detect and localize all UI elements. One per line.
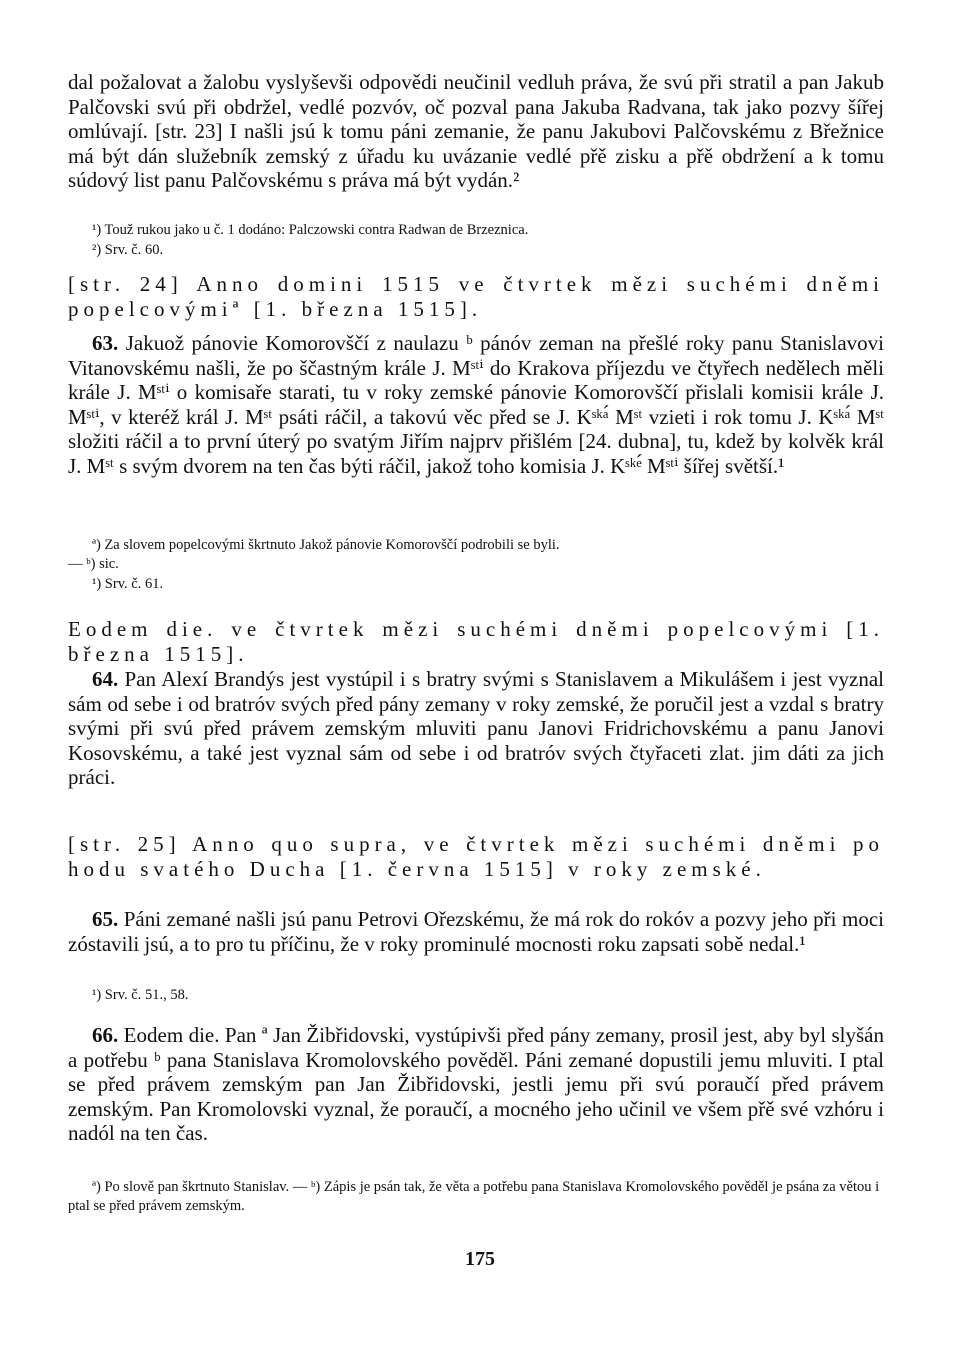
footnote-2: ²) Srv. č. 60. <box>92 242 164 258</box>
paragraph-66 <box>68 1023 884 1146</box>
footnote-1: ¹) Srv. č. 61. <box>92 576 164 592</box>
footnote-b: — ᵇ) sic. <box>68 556 119 572</box>
paragraph-text: Páni zemané našli jsú panu Petrovi Ořezskému, že má rok do rokóv a pozvy jeho při moci zóstavili jsú, a to pro tu příčinu, že v roky prominulé mocnosti roku zapsati sobě nedal.¹ <box>68 907 884 956</box>
paragraph-number: 63. <box>92 331 119 355</box>
paragraph-65 <box>68 907 884 956</box>
section-heading-3: [str. 25] Anno quo supra, ve čtvrtek mězi suchémi dněmi po hodu svatého Ducha [1. června 1515] v roky zemské. <box>68 832 884 881</box>
page-number: 175 <box>465 1248 495 1270</box>
footnote-1: ¹) Srv. č. 51., 58. <box>92 987 189 1003</box>
section-heading-2: Eodem die. ve čtvrtek mězi suchémi dněmi popelcovými [1. března 1515]. <box>68 617 884 666</box>
section-heading-1: [str. 24] Anno domini 1515 ve čtvrtek mězi suchémi dněmi popelcovýmiª [1. března 1515]. <box>68 272 884 321</box>
footnote-66: ª) Po slově pan škrtnuto Stanislav. — ᵇ) Zápis je psán tak, že věta a potřebu pana Stanislava Kromolovského pověděl je psána za větou i ptal se před právem zemským. <box>68 1179 880 1214</box>
paragraph-text: Eodem die. Pan ª Jan Žibřidovski, vystúpivši před pány zemany, prosil jest, aby byl slyšán a potřebu ᵇ pana Stanislava Kromolovského pověděl. Páni zemané dopustili jemu mluviti. I ptal se před právem zemským pan Jan Žibřidovski, jestli jemu při svú poraučí před právem zemským. Pan Kromolovski vyznal, že poraučí, a mocného jeho učinil ve všem přě své vzhóru i nadól na ten čas. <box>68 1023 884 1146</box>
footnote-a: ª) Za slovem popelcovými škrtnuto Jakož pánovie Komorovščí podrobili se byli. <box>92 537 560 553</box>
footnote-1: ¹) Touž rukou jako u č. 1 dodáno: Palczowski contra Radwan de Brzeznica. <box>92 222 529 238</box>
paragraph-63 <box>68 331 884 479</box>
paragraph-number: 64. <box>92 667 119 691</box>
paragraph-continuation: dal požalovat a žalobu vyslyševši odpovědi neučinil vedluh práva, že svú při stratil a pan Jakub Palčovski svú při obdržel, vedlé pozvóv, oč pozval pana Jakuba Radvana, tak jako pozvy šířej omlúvají. [str. 23] I našli jsú k tomu páni zemanie, že panu Jakubovi Palčovskému z Břežnice má být dán služebník zemský z úřadu ku uvázanie vedlé přě zisku a přě obdržení a k tomu súdový list panu Palčovskému s práva má být vydán.² <box>68 70 884 193</box>
paragraph-64 <box>68 667 884 790</box>
paragraph-text: Pan Alexí Brandýs jest vystúpil i s bratry svými s Stanislavem a Mikulášem i jest vyznal sám od sebe i od bratróv svých před pány zemany v roky zemské, že poručil jest a vzdal s bratry svými při svú před právem zemským mluviti panu Janovi Fridrichovskému a panu Janovi Kosovskému, a také jest vyznal sám od sebe i od bratróv svých čtyřaceti zlat. jim dáti za jich práci. <box>68 667 884 790</box>
paragraph-text: Jakuož pánovie Komorovščí z naulazu ᵇ pánóv zeman na přešlé roky panu Stanislavovi Vitanovskému našli, že po ščastným krále J. Mˢᵗⁱ do Krakova příjezdu ve čtyřech nedělech měli krále J. Mˢᵗⁱ o komisaře starati, tu v roky zemské pánovie Komorovščí přislali komisii krále J. Mˢᵗⁱ, v kteréž král J. Mˢᵗ psáti ráčil, a takovú věc před se J. Kˢᵏᵃ́ Mˢᵗ vzieti i rok tomu J. Kˢᵏᵃ́ Mˢᵗ složiti ráčil a to první úterý po svatým Jiřím najprv přišlém [24. dubna], tu, kdež by kolvěk král J. Mˢᵗ s svým dvorem na ten čas býti ráčil, jakož toho komisia J. Kˢᵏᵉ́ Mˢᵗⁱ šířej světší.¹ <box>68 331 884 478</box>
paragraph-number: 66. <box>92 1023 119 1047</box>
paragraph-number: 65. <box>92 907 119 931</box>
